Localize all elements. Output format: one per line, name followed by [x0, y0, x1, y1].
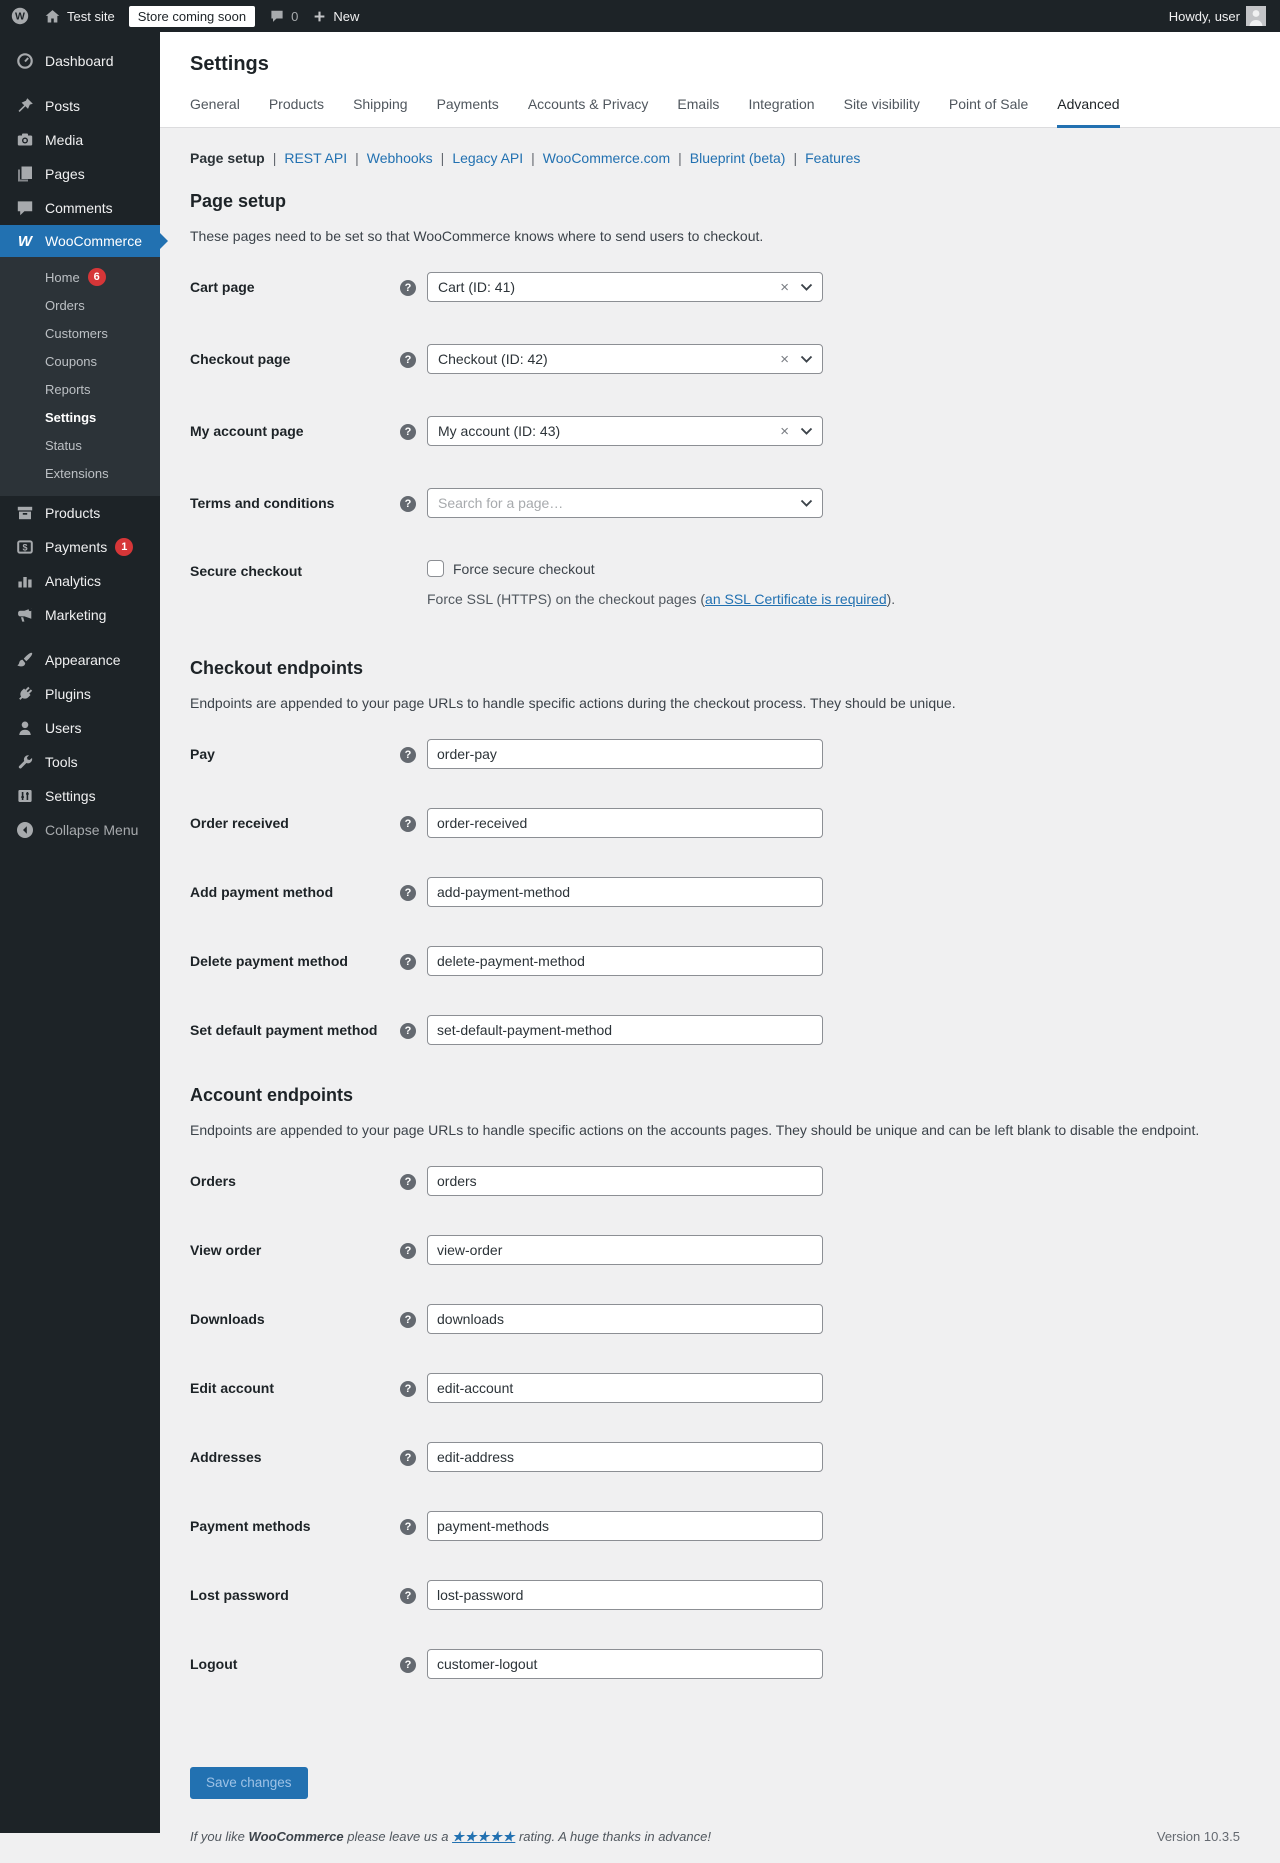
field-row-lost-password: [190, 1580, 1240, 1610]
sidebar-item-label: Appearance: [45, 652, 121, 668]
view-order-input[interactable]: [427, 1235, 823, 1265]
subnav-link-woocommerce-com[interactable]: WooCommerce.com: [542, 150, 671, 166]
site-name-link[interactable]: [44, 8, 115, 25]
admin-sidebar: [0, 32, 160, 1833]
sidebar-item-collapse-menu[interactable]: [0, 813, 160, 847]
downloads-input[interactable]: [427, 1304, 823, 1334]
my-account-page-select[interactable]: [427, 416, 823, 446]
add-payment-method-input[interactable]: [427, 877, 823, 907]
field-row-order-received: [190, 808, 1240, 838]
admin-bar: [0, 0, 1280, 32]
tab-point-of-sale[interactable]: Point of Sale: [948, 96, 1029, 112]
help-icon[interactable]: ?: [400, 747, 416, 763]
new-label: New: [333, 8, 360, 24]
subnav-separator: |: [531, 150, 535, 166]
set-default-payment-method-label: Set default payment method: [190, 1022, 378, 1038]
tab-shipping[interactable]: Shipping: [353, 96, 408, 112]
sidebar-item-label: Analytics: [45, 573, 102, 589]
howdy-text: Howdy, user: [1168, 8, 1240, 24]
order-received-label: Order received: [190, 815, 289, 831]
terms-page-placeholder: Search for a page…: [438, 495, 564, 511]
terms-page-select[interactable]: [427, 488, 823, 518]
sidebar-item-label: Users: [45, 720, 82, 736]
payment-methods-label: Payment methods: [190, 1518, 311, 1534]
sidebar-item-media[interactable]: [0, 123, 160, 157]
orders-input[interactable]: [427, 1166, 823, 1196]
woocommerce-icon: W: [17, 232, 33, 250]
submenu-item-home[interactable]: [0, 263, 160, 291]
tab-products[interactable]: Products: [268, 96, 325, 112]
lost-password-input[interactable]: [427, 1580, 823, 1610]
sidebar-item-analytics[interactable]: [0, 564, 160, 598]
help-icon[interactable]: ?: [400, 885, 416, 901]
subnav-separator: |: [793, 150, 798, 166]
field-row-set-default-payment-method: [190, 1015, 1240, 1045]
help-icon[interactable]: ?: [400, 1312, 416, 1328]
chevron-down-icon: [800, 499, 813, 508]
footer-brand: WooCommerce: [248, 1829, 344, 1844]
field-row-addresses: [190, 1442, 1240, 1472]
page-title: Settings: [190, 53, 269, 75]
sidebar-item-label: Media: [45, 132, 84, 148]
field-row-edit-account: [190, 1373, 1240, 1403]
submenu-item-status[interactable]: [0, 431, 160, 459]
sidebar-item-marketing[interactable]: [0, 598, 160, 632]
subnav-separator: |: [272, 150, 277, 166]
submenu-item-label: Reports: [45, 381, 91, 397]
submenu-item-label: Coupons: [45, 353, 98, 369]
subnav-link-rest-api[interactable]: REST API: [284, 150, 348, 166]
sidebar-item-label: Posts: [45, 98, 81, 114]
pay-input[interactable]: [427, 739, 823, 769]
sidebar-item-label: Settings: [45, 788, 96, 804]
submenu-item-label: Home: [45, 269, 80, 285]
ssl-description-suffix: ).: [886, 591, 896, 607]
submenu-item-label: Settings: [45, 409, 97, 425]
field-row-logout: [190, 1649, 1240, 1679]
my-account-page-label: My account page: [190, 423, 304, 439]
field-row-pay: [190, 739, 1240, 769]
submenu-item-label: Orders: [45, 297, 85, 313]
subnav-separator: |: [440, 150, 445, 166]
set-default-payment-method-input[interactable]: [427, 1015, 823, 1045]
unread-count-badge: 1: [115, 538, 133, 556]
help-icon[interactable]: ?: [400, 1381, 416, 1397]
sidebar-item-settings-general[interactable]: [0, 779, 160, 813]
addresses-input[interactable]: [427, 1442, 823, 1472]
home-icon: [44, 8, 61, 25]
help-icon[interactable]: ?: [400, 1243, 416, 1259]
tab-site-visibility[interactable]: Site visibility: [843, 96, 920, 112]
help-icon[interactable]: ?: [400, 816, 416, 832]
field-row-checkout-page: [190, 344, 1240, 374]
subnav-link-page-setup: Page setup: [190, 150, 265, 166]
sidebar-item-label: Tools: [45, 754, 78, 770]
sidebar-item-label: Dashboard: [45, 53, 114, 69]
terms-page-label: Terms and conditions: [190, 495, 335, 511]
settings-tabs: [190, 96, 1280, 127]
help-icon[interactable]: ?: [400, 352, 416, 368]
submenu-item-label: Customers: [45, 325, 108, 341]
subnav-link-legacy-api[interactable]: Legacy API: [452, 150, 524, 166]
checkout-endpoints-heading: Checkout endpoints: [190, 658, 364, 678]
submenu-item-label: Status: [45, 437, 82, 453]
subnav-separator: |: [355, 150, 359, 166]
checkout-page-selected-value: Checkout (ID: 42): [438, 351, 548, 367]
bar-chart-icon: [15, 571, 35, 591]
edit-account-label: Edit account: [190, 1380, 275, 1396]
field-row-my-account-page: [190, 416, 1240, 446]
unread-count-badge: 6: [88, 268, 106, 286]
pay-label: Pay: [190, 746, 215, 762]
admin-footer: [190, 1829, 1240, 1853]
submenu-item-reports[interactable]: [0, 375, 160, 403]
help-icon[interactable]: ?: [400, 424, 416, 440]
clear-selection-icon[interactable]: ×: [780, 278, 789, 296]
help-icon[interactable]: ?: [400, 280, 416, 296]
ssl-certificate-link[interactable]: an SSL Certificate is required: [705, 591, 887, 607]
help-icon[interactable]: ?: [400, 1519, 416, 1535]
sidebar-item-woocommerce[interactable]: [0, 225, 160, 257]
logout-input[interactable]: [427, 1649, 823, 1679]
submenu-item-settings[interactable]: [0, 403, 160, 431]
store-coming-soon-badge[interactable]: Store coming soon: [129, 6, 255, 27]
save-changes-button[interactable]: Save changes: [190, 1767, 308, 1799]
subnav-link-features[interactable]: Features: [805, 150, 861, 166]
sidebar-item-label: Collapse Menu: [45, 822, 139, 838]
sidebar-item-label: Payments: [45, 539, 108, 555]
submenu-item-orders[interactable]: [0, 291, 160, 319]
field-row-view-order: [190, 1235, 1240, 1265]
sidebar-item-label: WooCommerce: [45, 233, 142, 249]
account-endpoints-heading: Account endpoints: [190, 1085, 353, 1105]
help-icon[interactable]: ?: [400, 1174, 416, 1190]
payment-methods-input[interactable]: [427, 1511, 823, 1541]
plus-icon: [312, 9, 327, 24]
edit-account-input[interactable]: [427, 1373, 823, 1403]
delete-payment-method-label: Delete payment method: [190, 953, 348, 969]
help-icon[interactable]: ?: [400, 954, 416, 970]
dashboard-icon: [15, 51, 35, 71]
pages-icon: [15, 164, 35, 184]
tab-advanced[interactable]: Advanced: [1057, 96, 1119, 128]
sidebar-item-label: Marketing: [45, 607, 107, 623]
tab-general[interactable]: General: [190, 96, 240, 112]
comment-icon: [15, 198, 35, 218]
submenu-item-customers[interactable]: [0, 319, 160, 347]
field-row-downloads: [190, 1304, 1240, 1334]
force-secure-checkout-label[interactable]: Force secure checkout: [453, 560, 595, 577]
tab-payments[interactable]: Payments: [436, 96, 499, 112]
footer-rating-text: [190, 1829, 711, 1845]
sidebar-item-comments[interactable]: [0, 191, 160, 225]
comments-count: 0: [291, 8, 299, 24]
field-row-cart-page: [190, 272, 1240, 302]
sidebar-item-label: Comments: [45, 200, 113, 216]
wrench-icon: [15, 752, 35, 772]
five-star-rating-link[interactable]: ★★★★★: [452, 1829, 516, 1844]
sidebar-item-appearance[interactable]: [0, 643, 160, 677]
chevron-down-icon: [800, 355, 813, 364]
my-account-page-selected-value: My account (ID: 43): [438, 423, 561, 439]
tab-accounts-privacy[interactable]: Accounts & Privacy: [527, 96, 649, 112]
submenu-item-extensions[interactable]: [0, 459, 160, 487]
sidebar-item-tools[interactable]: [0, 745, 160, 779]
page-setup-heading: Page setup: [190, 191, 287, 211]
brush-icon: [15, 650, 35, 670]
collapse-icon: [15, 820, 35, 840]
help-icon[interactable]: ?: [400, 1450, 416, 1466]
chevron-down-icon: [800, 283, 813, 292]
secure-checkout-label: Secure checkout: [190, 563, 303, 579]
clear-selection-icon[interactable]: ×: [780, 350, 789, 368]
sidebar-item-pages[interactable]: [0, 157, 160, 191]
sidebar-item-products[interactable]: [0, 496, 160, 530]
version-text: Version 10.3.5: [1156, 1829, 1240, 1844]
page-setup-description: These pages need to be set so that WooCommerce knows where to send users to checkout.: [190, 228, 764, 244]
sidebar-item-dashboard[interactable]: [0, 44, 160, 78]
megaphone-icon: [15, 605, 35, 625]
settings-header: [160, 32, 1280, 128]
sidebar-item-label: Plugins: [45, 686, 91, 702]
footer-middle: please leave us a: [343, 1829, 453, 1844]
clear-selection-icon[interactable]: ×: [780, 422, 789, 440]
field-row-orders: [190, 1166, 1240, 1196]
sidebar-item-label: Products: [45, 505, 101, 521]
howdy-user-menu[interactable]: [1169, 6, 1266, 26]
submenu-item-coupons[interactable]: [0, 347, 160, 375]
new-content-menu[interactable]: [312, 9, 359, 24]
subnav-link-webhooks[interactable]: Webhooks: [366, 150, 433, 166]
help-icon[interactable]: ?: [400, 496, 416, 512]
ssl-description: [427, 590, 1027, 609]
submenu-item-label: Extensions: [45, 465, 109, 481]
sidebar-item-payments[interactable]: [0, 530, 160, 564]
user-icon: [15, 718, 35, 738]
field-row-add-payment-method: [190, 877, 1240, 907]
chevron-down-icon: [800, 427, 813, 436]
downloads-label: Downloads: [190, 1311, 265, 1327]
plug-icon: [15, 684, 35, 704]
sliders-icon: [15, 786, 35, 806]
delete-payment-method-input[interactable]: [427, 946, 823, 976]
subnav-separator: |: [678, 150, 682, 166]
ssl-description-prefix: Force SSL (HTTPS) on the checkout pages (: [427, 591, 706, 607]
sidebar-item-users[interactable]: [0, 711, 160, 745]
logout-label: Logout: [190, 1656, 238, 1672]
dollar-icon: [15, 537, 35, 557]
svg-text:W: W: [15, 10, 25, 23]
svg-text:$: $: [22, 542, 28, 553]
comments-menu[interactable]: [269, 8, 298, 24]
wordpress-logo-menu[interactable]: [10, 6, 30, 26]
site-name: Test site: [67, 8, 115, 24]
orders-label: Orders: [190, 1173, 236, 1189]
advanced-subnav: [190, 150, 1240, 166]
help-icon[interactable]: ?: [400, 1023, 416, 1039]
help-icon[interactable]: ?: [400, 1657, 416, 1673]
footer-suffix: rating. A huge thanks in advance!: [515, 1829, 711, 1844]
cart-page-select[interactable]: [427, 272, 823, 302]
comment-bubble-icon: [269, 8, 285, 24]
field-row-terms-page: [190, 488, 1240, 518]
footer-prefix: If you like: [190, 1829, 249, 1844]
field-row-delete-payment-method: [190, 946, 1240, 976]
account-endpoints-description: Endpoints are appended to your page URLs to handle specific actions on the accounts pages. They should be unique and can be left blank to disable the endpoint.: [190, 1122, 1200, 1138]
cart-page-label: Cart page: [190, 279, 255, 295]
tab-integration[interactable]: Integration: [748, 96, 815, 112]
pin-icon: [15, 96, 35, 116]
user-avatar: [1246, 6, 1266, 26]
tab-emails[interactable]: Emails: [677, 96, 720, 112]
sidebar-item-label: Pages: [45, 166, 85, 182]
add-payment-method-label: Add payment method: [190, 884, 334, 900]
sidebar-item-posts[interactable]: [0, 89, 160, 123]
view-order-label: View order: [190, 1242, 262, 1258]
force-secure-checkout-checkbox[interactable]: [427, 560, 444, 577]
woocommerce-submenu: [0, 257, 160, 496]
sidebar-item-plugins[interactable]: [0, 677, 160, 711]
addresses-label: Addresses: [190, 1449, 262, 1465]
order-received-input[interactable]: [427, 808, 823, 838]
lost-password-label: Lost password: [190, 1587, 289, 1603]
cart-page-selected-value: Cart (ID: 41): [438, 279, 516, 295]
checkout-page-label: Checkout page: [190, 351, 291, 367]
checkout-endpoints-description: Endpoints are appended to your page URLs to handle specific actions during the checkout process. They should be unique.: [190, 695, 956, 711]
camera-icon: [15, 130, 35, 150]
help-icon[interactable]: ?: [400, 1588, 416, 1604]
field-row-payment-methods: [190, 1511, 1240, 1541]
wordpress-logo-icon: [10, 6, 30, 26]
box-icon: [15, 503, 35, 523]
checkout-page-select[interactable]: [427, 344, 823, 374]
subnav-link-blueprint-beta[interactable]: Blueprint (beta): [689, 150, 786, 166]
